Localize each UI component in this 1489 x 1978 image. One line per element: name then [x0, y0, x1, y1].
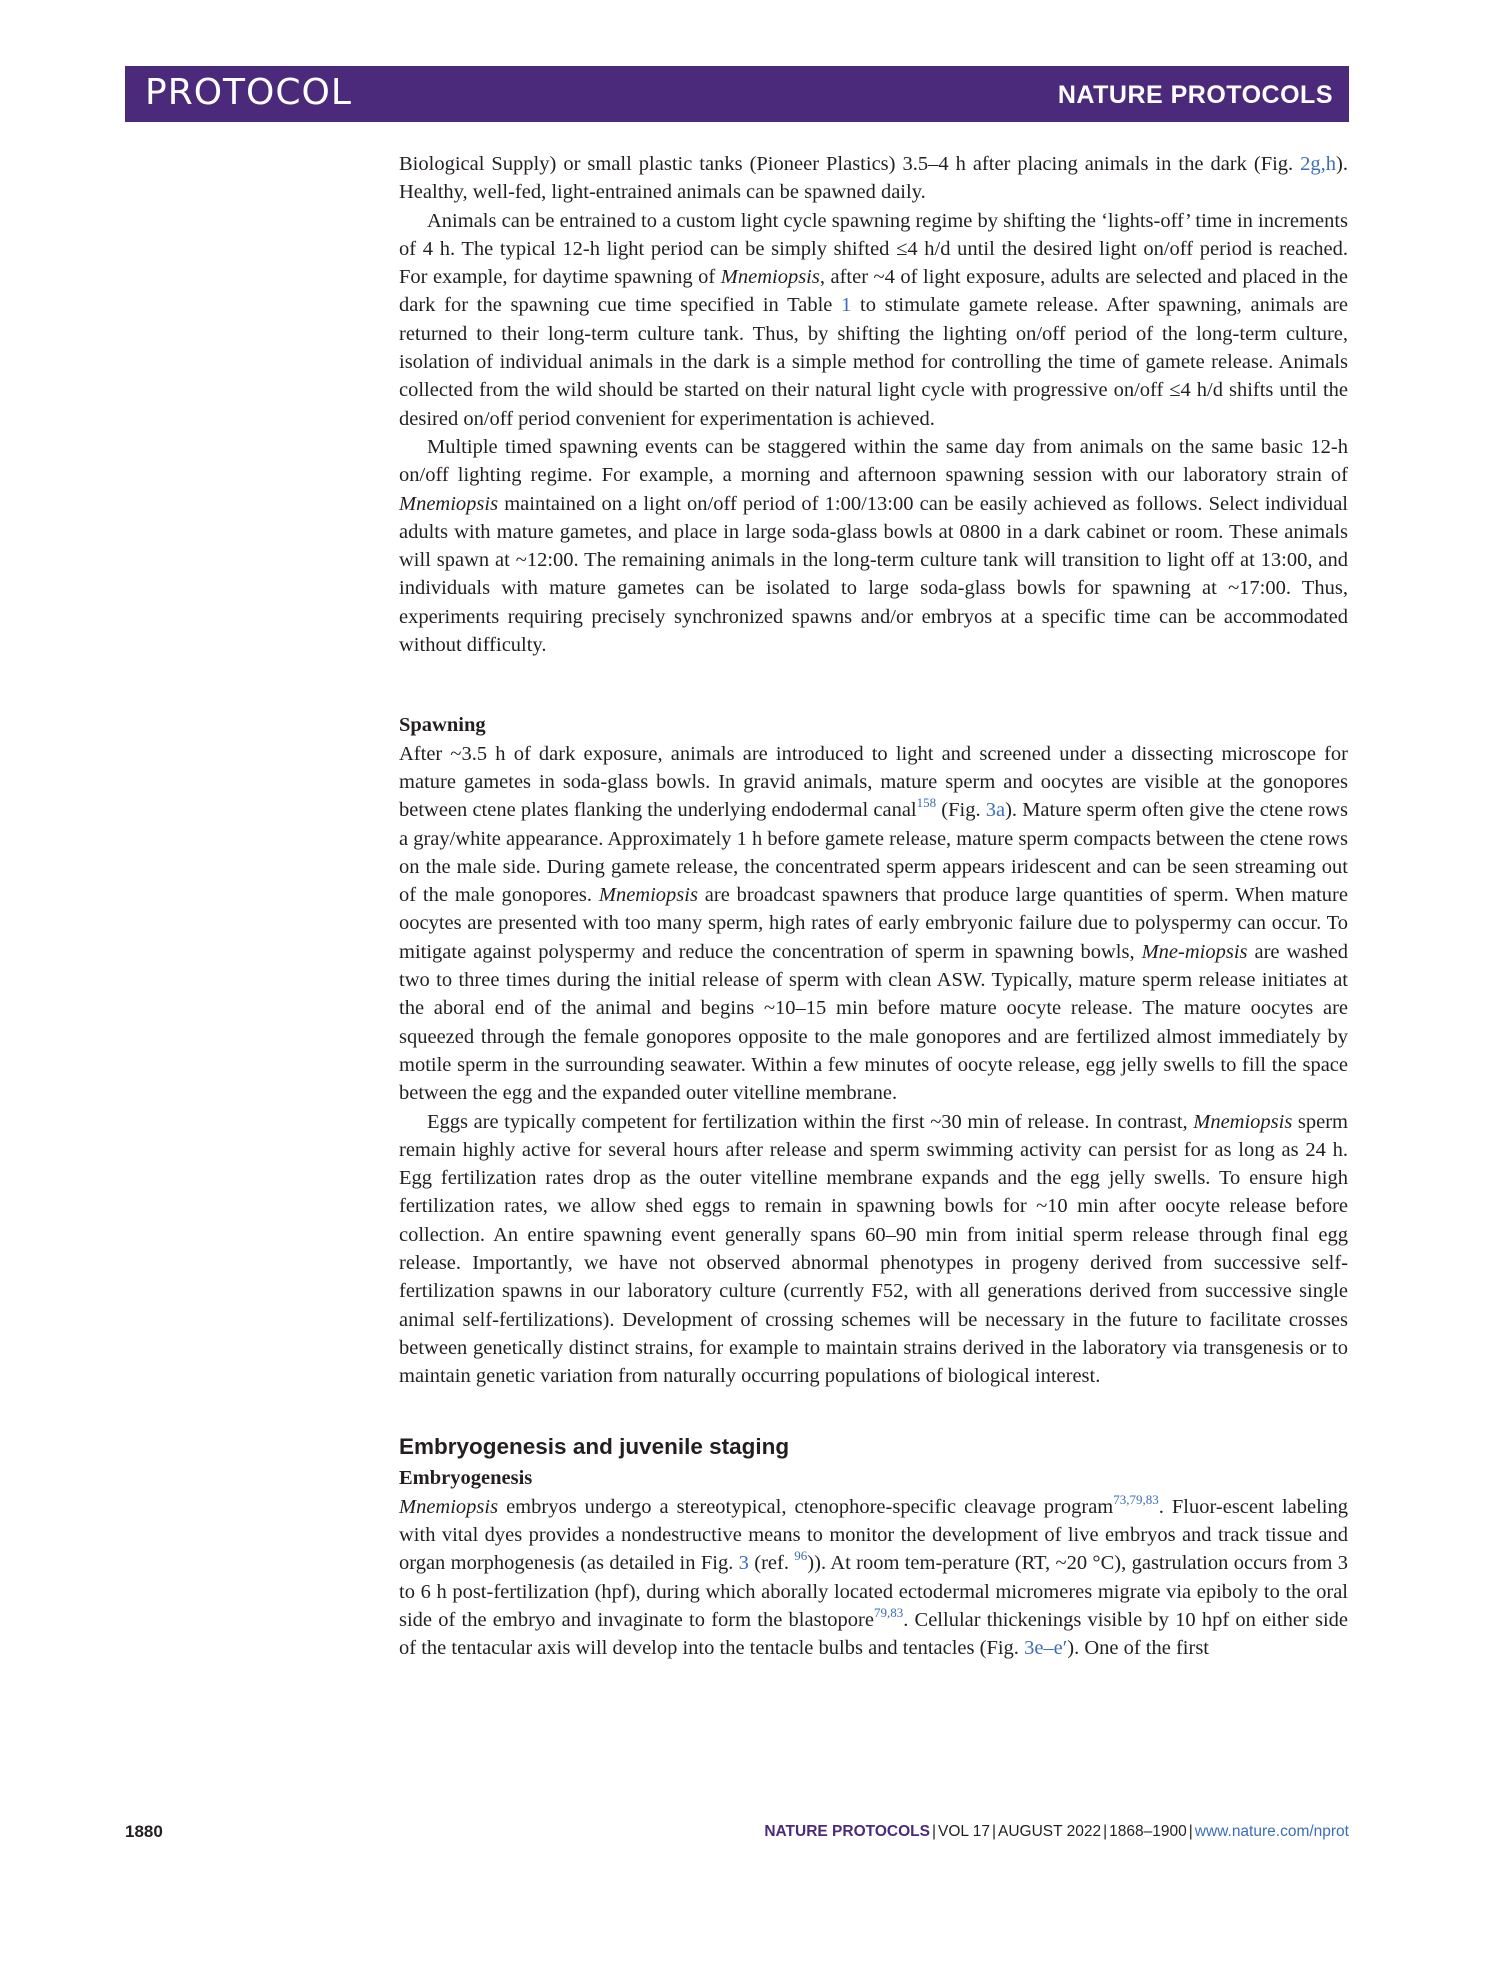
- journal-url[interactable]: www.nature.com/nprot: [1194, 1823, 1349, 1840]
- figure-link[interactable]: 3e–e′: [1024, 1637, 1068, 1660]
- page-range: 1868–1900: [1109, 1823, 1187, 1840]
- page-number: 1880: [125, 1822, 163, 1841]
- paragraph: Multiple timed spawning events can be staggered within the same day from animals on the same basic 12-h on/off lighting regime. For example, a morning and afternoon spawning session with our laboratory strain of Mnemiopsis maintained on a light on/off period of 1:00/13:00 can be easily achieved as follows. Select individual adults with mature gametes, and place in large soda-glass bowls at 0800 in a dark cabinet or room. These animals will spawn at ~12:00. The remaining animals in the long-term culture tank will transition to light off at 13:00, and individuals with mature gametes can be isolated to large soda-glass bowls for spawning at ~17:00. Thus, experiments requiring precisely synchronized spawns and/or embryos at a specific time can be accommodated without difficulty.: [399, 435, 1348, 657]
- article-body: [399, 150, 1348, 1663]
- header-banner: [125, 66, 1349, 122]
- citation-link[interactable]: 73,79,83: [1113, 1491, 1159, 1507]
- figure-link[interactable]: 3: [738, 1552, 749, 1575]
- paragraph: After ~3.5 h of dark exposure, animals are introduced to light and screened under a dissecting microscope for mature gametes in soda-glass bowls. In gravid animals, mature sperm and oocytes are visible at the gonopores between ctene plates flanking the underlying endodermal canal$^{158}$ (Fig. 3a). Mature sperm often give the ctene rows a gray/white appearance. Approximately 1 h before gamete release, mature sperm compacts between the ctene rows on the male side. During gamete release, the concentrated sperm appears iridescent and can be seen streaming out of the male gonopores. Mnemiopsis are broadcast spawners that produce large quantities of sperm. When mature oocytes are presented with too many sperm, high rates of early embryonic failure due to polyspermy can occur. To mitigate against polyspermy and reduce the concentration of sperm in spawning bowls, Mne-miopsis are washed two to three times during the initial release of sperm with clean ASW. Typically, mature sperm release initiates at the aboral end of the animal and begins ~10–15 min before mature oocyte release. The mature oocytes are squeezed through the female gonopores opposite to the male gonopores and are fertilized almost immediately by motile sperm in the surrounding seawater. Within a few minutes of oocyte release, egg jelly swells to fill the space between the egg and the expanded outer vitelline membrane.: [399, 742, 1348, 1105]
- citation-link[interactable]: 79,83: [873, 1604, 904, 1620]
- subheading-embryogenesis: Embryogenesis: [399, 1467, 533, 1490]
- journal-citation: NATURE PROTOCOLS | VOL 17 | AUGUST 2022 | 1868–1900 | www.nature.com/nprot: [764, 1823, 1349, 1840]
- journal-name: NATURE PROTOCOLS: [1057, 81, 1333, 109]
- paragraph: Animals can be entrained to a custom light cycle spawning regime by shifting the ‘lights-off’ time in increments of 4 h. The typical 12-h light period can be simply shifted ≤4 h/d until the desired light on/off period is reached. For example, for daytime spawning of Mnemiopsis, after ~4 of light exposure, adults are selected and placed in the dark for the spawning cue time specified in Table 1 to stimulate gamete release. After spawning, animals are returned to their long-term culture tank. Thus, by shifting the lighting on/off period of the long-term culture, isolation of individual animals in the dark is a simple method for controlling the time of gamete release. Animals collected from the wild should be started on their natural light cycle with progressive on/off ≤4 h/d shifts until the desired on/off period convenient for experimentation is achieved.: [399, 209, 1348, 430]
- section-label: PROTOCOL: [145, 72, 352, 113]
- page-footer: [125, 1822, 1349, 1848]
- footer-journal-name: NATURE PROTOCOLS: [764, 1823, 930, 1840]
- figure-link[interactable]: 2g,h: [1300, 153, 1337, 175]
- paragraph: Mnemiopsis embryos undergo a stereotypical, ctenophore-specific cleavage program$^{73,79,83}$. Fluor-escent labeling with vital dyes provides a nondestructive means to monitor the development of live embryos and track tissue and organ morphogenesis (as detailed in Fig. 3 (ref. $^{96}$)). At room tem-perature (RT, ~20 °C), gastrulation occurs from 3 to 6 h post-fertilization (hpf), during which aborally located ectodermal micromeres migrate via epiboly to the oral side of the embryo and invaginate to form the blastopore$^{79,83}$. Cellular thickenings visible by 10 hpf on either side of the tentacular axis will develop into the tentacle bulbs and tentacles (Fig. 3e–e′). One of the first: [399, 1491, 1348, 1660]
- issue-date: AUGUST 2022: [998, 1823, 1102, 1840]
- volume: VOL 17: [937, 1823, 990, 1840]
- paragraph: Biological Supply) or small plastic tanks (Pioneer Plastics) 3.5–4 h after placing animals in the dark (Fig. 2g,h). Healthy, well-fed, light-entrained animals can be spawned daily.: [399, 153, 1348, 204]
- table-link[interactable]: 1: [841, 294, 852, 317]
- subheading-spawning: Spawning: [399, 714, 486, 737]
- citation-link[interactable]: 96: [794, 1548, 808, 1564]
- citation-link[interactable]: 158: [916, 795, 937, 811]
- figure-link[interactable]: 3a: [985, 799, 1006, 822]
- section-heading: Embryogenesis and juvenile staging: [399, 1434, 790, 1460]
- paragraph: Eggs are typically competent for fertilization within the first ~30 min of release. In contrast, Mnemiopsis sperm remain highly active for several hours after release and sperm swimming activity can persist for as long as 24 h. Egg fertilization rates drop as the outer vitelline membrane expands and the egg jelly swells. To ensure high fertilization rates, we allow shed eggs to remain in spawning bowls for ~10 min after oocyte release before collection. An entire spawning event generally spans 60–90 min from initial sperm release through final egg release. Importantly, we have not observed abnormal phenotypes in progeny derived from successive self-fertilization spawns in our laboratory culture (currently F52, with all generations derived from successive single animal self-fertilizations). Development of crossing schemes will be necessary in the future to facilitate crosses between genetically distinct strains, for example to maintain strains derived in the laboratory via transgenesis or to maintain genetic variation from naturally occurring populations of biological interest.: [399, 1110, 1348, 1388]
